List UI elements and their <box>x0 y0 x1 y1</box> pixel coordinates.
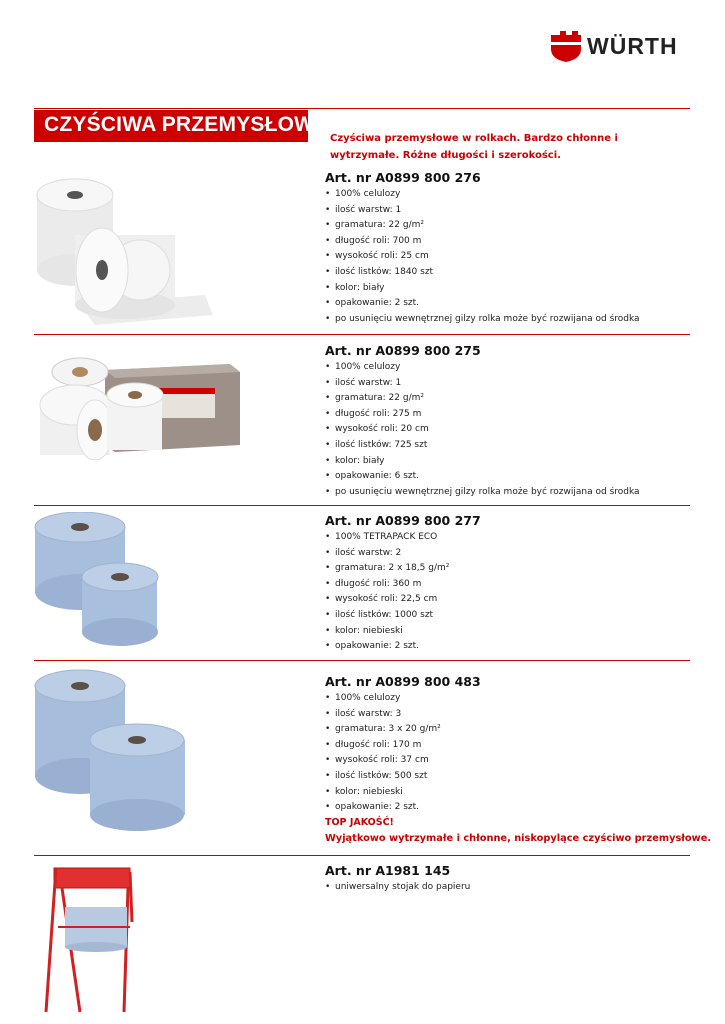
spec-item: • uniwersalny stojak do papieru <box>325 880 470 896</box>
spec-item: • 100% celulozy <box>325 360 640 376</box>
spec-item: • 100% celulozy <box>325 187 640 203</box>
product-a1981-145 <box>325 863 470 896</box>
spec-item: • długość roli: 275 m <box>325 407 640 423</box>
spec-item: • gramatura: 22 g/m² <box>325 391 640 407</box>
spec-item: • wysokość roli: 25 cm <box>325 249 640 265</box>
section-divider <box>34 334 690 335</box>
spec-item: • ilość listków: 500 szt <box>325 769 711 785</box>
white-paper-rolls-image <box>35 165 215 325</box>
spec-item: • ilość listków: 1000 szt <box>325 608 481 624</box>
blue-paper-rolls-tall-image <box>30 668 190 833</box>
spec-item: • wysokość roli: 37 cm <box>325 753 711 769</box>
article-number: Art. nr A0899 800 276 <box>325 170 481 185</box>
spec-item: • kolor: biały <box>325 454 640 470</box>
spec-item: • wysokość roli: 22,5 cm <box>325 592 481 608</box>
spec-item: • opakowanie: 2 szt. <box>325 800 711 816</box>
spec-list <box>325 691 711 816</box>
spec-item: • po usunięciu wewnętrznej gilzy rolka może być rozwijana od środka <box>325 485 640 501</box>
spec-list <box>325 360 640 500</box>
article-number: Art. nr A1981 145 <box>325 863 451 878</box>
product-a0899-800-277 <box>325 513 481 655</box>
section-divider <box>34 660 690 661</box>
top-quality-description: Wyjątkowo wytrzymałe i chłonne, niskopylące czyściwo przemysłowe. <box>325 832 712 844</box>
spec-item: • gramatura: 3 x 20 g/m² <box>325 722 711 738</box>
spec-item: • ilość listków: 725 szt <box>325 438 640 454</box>
spec-item: • 100% TETRAPACK ECO <box>325 530 481 546</box>
spec-item: • długość roli: 170 m <box>325 738 711 754</box>
section-divider <box>34 505 690 506</box>
article-number: Art. nr A0899 800 483 <box>325 674 481 689</box>
spec-list <box>325 187 640 327</box>
article-number: Art. nr A0899 800 277 <box>325 513 481 528</box>
spec-item: • gramatura: 22 g/m² <box>325 218 640 234</box>
spec-item: • kolor: niebieski <box>325 785 711 801</box>
spec-list <box>325 880 470 896</box>
intro-text: Czyściwa przemysłowe w rolkach. Bardzo chłonne i wytrzymałe. Różne długości i szerokości. <box>330 133 618 161</box>
section-divider <box>34 855 690 856</box>
spec-item: • kolor: niebieski <box>325 624 481 640</box>
spec-item: • 100% celulozy <box>325 691 711 707</box>
spec-item: • długość roli: 360 m <box>325 577 481 593</box>
spec-item: • gramatura: 2 x 18,5 g/m² <box>325 561 481 577</box>
paper-stand-image <box>40 862 140 1017</box>
spec-item: • kolor: biały <box>325 281 640 297</box>
brand-name: WÜRTH <box>587 33 678 59</box>
product-a0899-800-276 <box>325 170 640 327</box>
spec-item: • opakowanie: 2 szt. <box>325 296 640 312</box>
spec-item: • opakowanie: 2 szt. <box>325 639 481 655</box>
spec-item: • ilość warstw: 3 <box>325 707 711 723</box>
spec-item: • ilość listków: 1840 szt <box>325 265 640 281</box>
product-a0899-800-275 <box>325 343 640 500</box>
header-rule <box>34 108 690 109</box>
page-title: CZYŚCIWA PRZEMYSŁOWE <box>44 113 329 136</box>
article-number: Art. nr A0899 800 275 <box>325 343 481 358</box>
blue-paper-rolls-image <box>30 512 170 652</box>
spec-item: • ilość warstw: 1 <box>325 376 640 392</box>
spec-item: • ilość warstw: 2 <box>325 546 481 562</box>
spec-item: • długość roli: 700 m <box>325 234 640 250</box>
white-rolls-with-box-image <box>35 350 245 460</box>
spec-item: • ilość warstw: 1 <box>325 203 640 219</box>
spec-item: • wysokość roli: 20 cm <box>325 422 640 438</box>
spec-item: • opakowanie: 6 szt. <box>325 469 640 485</box>
spec-list <box>325 530 481 655</box>
product-a0899-800-483 <box>325 674 711 847</box>
top-quality-label: TOP JAKOŚĆ! <box>325 816 394 828</box>
spec-item: • po usunięciu wewnętrznej gilzy rolka może być rozwijana od środka <box>325 312 640 328</box>
